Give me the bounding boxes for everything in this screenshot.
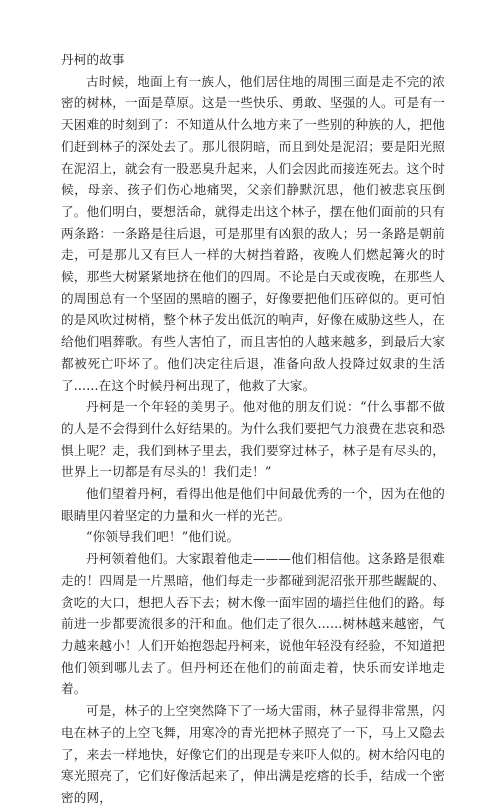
paragraph-1: 古时候，地面上有一族人，他们居住地的周围三面是走不完的浓密的树林，一面是草原。这是一些快乐、勇敢、坚强的人。可是有一天困难的时刻到了：不知道从什么地方来了一些别的种族的人，把他们赶到林子的深处去了。那儿很阴暗，而且到处是泥沼；要是阳光照在泥沼上，就会有一股恶臭升起来，人们会因此而接连死去。这个时候，母亲、孩子们伤心地痛哭，父亲们静默沉思，他们被悲哀压倒了。他们明白，要想活命，就得走出这个林子，摆在他们面前的只有两条路：一条路是往后退，可是那里有凶狠的敌人；另一条路是朝前走，可是那儿又有巨人一样的大树挡着路，夜晚人们燃起篝火的时候，那些大树紧紧地挤在他们的四周。不论是白天或夜晚，在那些人的周围总有一个坚固的黑暗的圈子，好像要把他们压碎似的。更可怕的是风吹过树梢，整个林子发出低沉的响声，好像在威胁这些人，在给他们唱葬歌。有些人害怕了，而且害怕的人越来越多，到最后大家都被死亡吓坏了。他们决定往后退，准备向敌人投降过奴隶的生活了......在这个时候丹柯出现了，他救了大家。 bbox=[61, 73, 445, 393]
paragraph-3: 他们望着丹柯，看得出他是他们中间最优秀的一个，因为在他的眼睛里闪着坚定的力量和火一样的光芒。 bbox=[61, 486, 445, 523]
paragraph-4: “你领导我们吧！”他们说。 bbox=[86, 529, 240, 545]
document-title: 丹柯的故事 bbox=[61, 52, 125, 67]
paragraph-6: 可是，林子的上空突然降下了一场大雷雨，林子显得非常黑，闪电在林子的上空飞舞，用寒冷的青光把林子照亮了一下，马上又隐去了，来去一样地快，好像它们的出现是专来吓人似的。树木给闪电的寒光照亮了，它们好像活起来了，伸出满是疙瘩的长手，结成一个密密的网， bbox=[61, 703, 445, 805]
paragraph-2: 丹柯是一个年轻的美男子。他对他的朋友们说：“什么事都不做的人是不会得到什么好结果的。为什么我们要把气力浪费在悲哀和恐惧上呢？走，我们到林子里去，我们要穿过林子，林子是有尽头的，世界上一切都是有尽头的！我们走！” bbox=[61, 399, 445, 480]
document-body bbox=[61, 49, 445, 809]
paragraph-5: 丹柯领着他们。大家跟着他走———他们相信他。这条路是很难走的！四周是一片黑暗，他们每走一步都碰到泥沼张开那些龌龊的、贪吃的大口，想把人吞下去；树木像一面牢固的墙拦住他们的路。每前进一步都要流很多的汗和血。他们走了很久......树林越来越密，气力越来越小！人们开始抱怨起丹柯来，说他年轻没有经验，不知道把他们领到哪儿去了。但丹柯还在他们的前面走着，快乐而安详地走着。 bbox=[61, 551, 445, 697]
